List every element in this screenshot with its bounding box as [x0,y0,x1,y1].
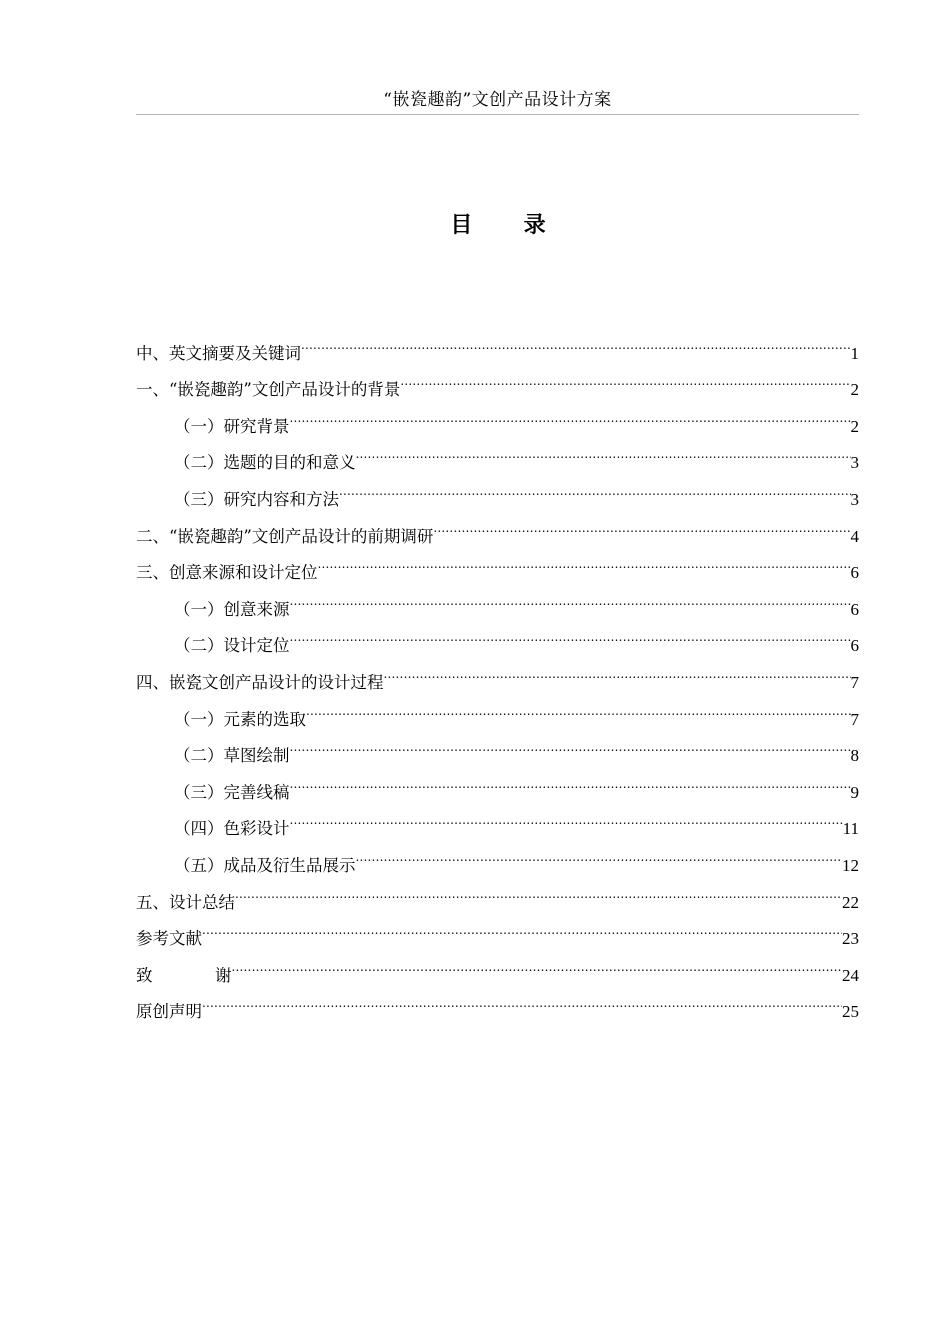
toc-entry-acknowledgements[interactable] [136,944,859,985]
table-of-contents [136,322,859,1022]
toc-entry-label: 五、设计总结 [136,892,235,912]
toc-entry-label: 中、英文摘要及关键词 [136,343,301,363]
toc-entry-label: 参考文献 [136,929,202,949]
toc-entry-label: 三、创意来源和设计定位 [136,563,318,583]
toc-page-number: 12 [842,855,859,875]
toc-dot-leader [232,944,843,981]
toc-entry-label: （一）元素的选取 [174,709,306,729]
toc-dot-leader [433,505,850,542]
toc-dot-leader [202,981,842,1018]
toc-page-number: 6 [850,563,859,583]
running-header: “嵌瓷趣韵”文创产品设计方案 [383,90,612,110]
toc-entry-label: （一）创意来源 [174,599,290,619]
toc-page-number: 25 [842,1002,859,1022]
toc-entry-label: （五）成品及衍生品展示 [174,855,356,875]
toc-page-number: 9 [850,782,859,802]
toc-page-number: 7 [850,672,859,692]
toc-dot-leader [290,578,851,615]
toc-page-number: 8 [850,746,859,766]
toc-page-number: 3 [850,453,859,473]
toc-entry-label: 二、“嵌瓷趣韵”文创产品设计的前期调研 [136,526,434,546]
toc-page-number: 3 [850,489,859,509]
toc-entry-chapter-5[interactable] [136,871,859,912]
toc-page-number: 22 [842,892,859,912]
toc-dot-leader [290,395,851,432]
toc-entry-label: （三）完善线稿 [174,782,290,802]
toc-page-number: 4 [850,526,859,546]
toc-entry-label: （二）草图绘制 [174,746,290,766]
toc-page-number: 6 [850,599,859,619]
toc-dot-leader [290,615,851,652]
toc-entry-label: （一）研究背景 [174,416,290,436]
toc-page-number: 2 [850,380,859,400]
toc-page-number: 11 [842,819,859,839]
toc-dot-leader [290,798,843,835]
toc-dot-leader [339,468,851,505]
toc-dot-leader [318,542,851,579]
toc-page-number: 2 [850,416,859,436]
toc-page-number: 6 [850,636,859,656]
toc-entry-label: 一、“嵌瓷趣韵”文创产品设计的背景 [136,380,401,400]
toc-entry-label: 四、嵌瓷文创产品设计的设计过程 [136,672,384,692]
toc-entry-label: 致 谢 [136,965,232,985]
toc-page-number: 23 [842,929,859,949]
toc-entry-references[interactable] [136,908,859,949]
toc-dot-leader [290,761,851,798]
toc-dot-leader [400,359,850,396]
toc-entry-label: （二）选题的目的和意义 [174,453,356,473]
toc-entry-label: 原创声明 [136,1002,202,1022]
toc-dot-leader [356,432,851,469]
toc-dot-leader [356,834,843,871]
toc-entry-label: （三）研究内容和方法 [174,489,339,509]
toc-entry-originality-statement[interactable] [136,981,859,1022]
toc-page-number: 1 [850,343,859,363]
toc-entry-label: （二）设计定位 [174,636,290,656]
toc-dot-leader [202,908,842,945]
toc-dot-leader [301,322,851,359]
header-rule [136,114,859,115]
toc-dot-leader [235,871,842,908]
toc-dot-leader [306,688,851,725]
toc-dot-leader [290,725,851,762]
toc-entry-abstract[interactable] [136,322,859,363]
toc-title: 目 录 [450,212,546,238]
toc-page-number: 7 [850,709,859,729]
toc-page-number: 24 [842,965,859,985]
toc-entry-label: （四）色彩设计 [174,819,290,839]
toc-dot-leader [384,651,851,688]
